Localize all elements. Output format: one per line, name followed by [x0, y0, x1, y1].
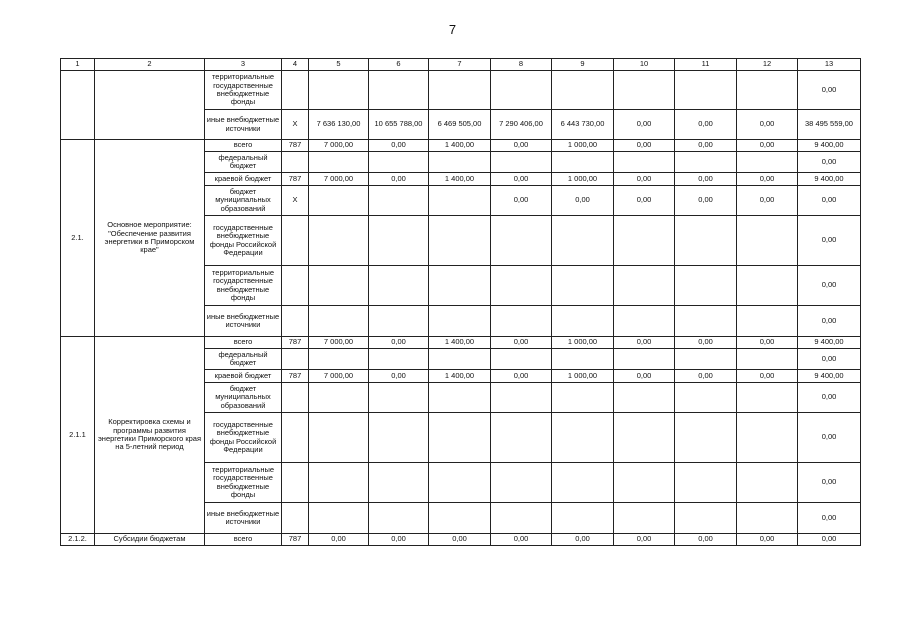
year-value-col-8: 0,00 [491, 534, 552, 546]
year-value-col-5 [309, 413, 369, 463]
year-value-col-11 [675, 349, 737, 370]
funding-source: территориальные государственные внебюджетные фонды [205, 71, 282, 110]
year-value-col-6 [369, 306, 429, 337]
year-value-col-10 [614, 383, 675, 413]
year-value-col-8 [491, 503, 552, 534]
year-value-col-6 [369, 463, 429, 503]
year-value-col-6 [369, 349, 429, 370]
year-value-col-9 [552, 503, 614, 534]
year-value-col-7 [429, 186, 491, 216]
year-value-col-5: 0,00 [309, 534, 369, 546]
year-value-col-9 [552, 306, 614, 337]
year-value-col-9: 1 000,00 [552, 370, 614, 383]
column-header-9: 9 [552, 59, 614, 71]
year-value-col-11: 0,00 [675, 140, 737, 152]
year-value-col-7 [429, 463, 491, 503]
total-value: 9 400,00 [798, 140, 861, 152]
year-value-col-10: 0,00 [614, 110, 675, 140]
table-row [61, 337, 861, 349]
grbs-code [282, 216, 309, 266]
year-value-col-7 [429, 503, 491, 534]
year-value-col-7: 1 400,00 [429, 370, 491, 383]
year-value-col-7 [429, 413, 491, 463]
grbs-code [282, 306, 309, 337]
year-value-col-12 [737, 306, 798, 337]
year-value-col-5: 7 636 130,00 [309, 110, 369, 140]
funding-source: государственные внебюджетные фонды Российской Федерации [205, 413, 282, 463]
year-value-col-8: 0,00 [491, 186, 552, 216]
item-name: Корректировка схемы и программы развития энергетики Приморского края на 5-летний период [95, 337, 205, 534]
funding-source: краевой бюджет [205, 370, 282, 383]
funding-source: государственные внебюджетные фонды Российской Федерации [205, 216, 282, 266]
total-value: 38 495 559,00 [798, 110, 861, 140]
page-number: 7 [448, 22, 457, 37]
grbs-code: X [282, 110, 309, 140]
year-value-col-10 [614, 216, 675, 266]
year-value-col-6 [369, 383, 429, 413]
year-value-col-7 [429, 383, 491, 413]
year-value-col-12: 0,00 [737, 110, 798, 140]
year-value-col-11: 0,00 [675, 337, 737, 349]
year-value-col-10 [614, 413, 675, 463]
year-value-col-7: 6 469 505,00 [429, 110, 491, 140]
grbs-code: 787 [282, 140, 309, 152]
year-value-col-7: 1 400,00 [429, 337, 491, 349]
funding-source: всего [205, 140, 282, 152]
item-code: 2.1.2. [61, 534, 95, 546]
year-value-col-8 [491, 463, 552, 503]
year-value-col-5: 7 000,00 [309, 140, 369, 152]
funding-source: бюджет муниципальных образований [205, 186, 282, 216]
year-value-col-6: 0,00 [369, 140, 429, 152]
year-value-col-6: 0,00 [369, 337, 429, 349]
year-value-col-7: 1 400,00 [429, 140, 491, 152]
year-value-col-12: 0,00 [737, 534, 798, 546]
year-value-col-10 [614, 503, 675, 534]
column-header-1: 1 [61, 59, 95, 71]
funding-source: иные внебюджетные источники [205, 503, 282, 534]
column-header-3: 3 [205, 59, 282, 71]
year-value-col-9 [552, 152, 614, 173]
column-header-7: 7 [429, 59, 491, 71]
item-name [95, 71, 205, 140]
year-value-col-12 [737, 383, 798, 413]
year-value-col-9: 0,00 [552, 186, 614, 216]
year-value-col-9: 0,00 [552, 534, 614, 546]
year-value-col-8 [491, 383, 552, 413]
year-value-col-12: 0,00 [737, 186, 798, 216]
year-value-col-8 [491, 266, 552, 306]
year-value-col-11 [675, 383, 737, 413]
year-value-col-11 [675, 216, 737, 266]
total-value: 0,00 [798, 186, 861, 216]
year-value-col-5 [309, 216, 369, 266]
year-value-col-6: 0,00 [369, 534, 429, 546]
year-value-col-8: 0,00 [491, 140, 552, 152]
year-value-col-9: 1 000,00 [552, 173, 614, 186]
column-header-11: 11 [675, 59, 737, 71]
year-value-col-6 [369, 152, 429, 173]
year-value-col-6: 0,00 [369, 173, 429, 186]
year-value-col-12 [737, 349, 798, 370]
grbs-code: 787 [282, 534, 309, 546]
year-value-col-9: 6 443 730,00 [552, 110, 614, 140]
year-value-col-5 [309, 186, 369, 216]
column-header-6: 6 [369, 59, 429, 71]
grbs-code [282, 463, 309, 503]
funding-source: всего [205, 337, 282, 349]
grbs-code [282, 152, 309, 173]
year-value-col-5 [309, 383, 369, 413]
year-value-col-5: 7 000,00 [309, 173, 369, 186]
total-value: 0,00 [798, 266, 861, 306]
year-value-col-5 [309, 71, 369, 110]
total-value: 9 400,00 [798, 337, 861, 349]
total-value: 0,00 [798, 349, 861, 370]
total-value: 0,00 [798, 413, 861, 463]
column-header-5: 5 [309, 59, 369, 71]
year-value-col-8 [491, 413, 552, 463]
year-value-col-11 [675, 152, 737, 173]
grbs-code: X [282, 186, 309, 216]
year-value-col-8 [491, 152, 552, 173]
year-value-col-9 [552, 463, 614, 503]
year-value-col-7: 0,00 [429, 534, 491, 546]
year-value-col-10 [614, 71, 675, 110]
table-row [61, 140, 861, 152]
year-value-col-8: 0,00 [491, 370, 552, 383]
year-value-col-12 [737, 152, 798, 173]
year-value-col-11 [675, 266, 737, 306]
grbs-code [282, 413, 309, 463]
column-header-4: 4 [282, 59, 309, 71]
column-header-12: 12 [737, 59, 798, 71]
year-value-col-6: 10 655 788,00 [369, 110, 429, 140]
year-value-col-7 [429, 349, 491, 370]
grbs-code [282, 71, 309, 110]
year-value-col-7 [429, 71, 491, 110]
year-value-col-7 [429, 152, 491, 173]
year-value-col-12 [737, 463, 798, 503]
year-value-col-10: 0,00 [614, 186, 675, 216]
grbs-code: 787 [282, 173, 309, 186]
table-row [61, 71, 861, 110]
total-value: 0,00 [798, 152, 861, 173]
year-value-col-9 [552, 266, 614, 306]
year-value-col-5 [309, 152, 369, 173]
year-value-col-5: 7 000,00 [309, 370, 369, 383]
year-value-col-6 [369, 266, 429, 306]
table-body [61, 71, 861, 546]
funding-source: территориальные государственные внебюджетные фонды [205, 463, 282, 503]
year-value-col-5 [309, 266, 369, 306]
year-value-col-5 [309, 306, 369, 337]
year-value-col-10 [614, 266, 675, 306]
funding-source: федеральный бюджет [205, 152, 282, 173]
item-name: Основное мероприятие: "Обеспечение развития энергетики в Приморском крае" [95, 140, 205, 337]
funding-source: территориальные государственные внебюджетные фонды [205, 266, 282, 306]
grbs-code [282, 503, 309, 534]
year-value-col-12: 0,00 [737, 140, 798, 152]
year-value-col-11: 0,00 [675, 534, 737, 546]
year-value-col-5 [309, 349, 369, 370]
grbs-code: 787 [282, 370, 309, 383]
total-value: 0,00 [798, 71, 861, 110]
year-value-col-11 [675, 463, 737, 503]
year-value-col-7 [429, 266, 491, 306]
budget-table [60, 58, 861, 546]
year-value-col-8: 0,00 [491, 337, 552, 349]
year-value-col-11 [675, 503, 737, 534]
year-value-col-12: 0,00 [737, 173, 798, 186]
total-value: 0,00 [798, 216, 861, 266]
year-value-col-12 [737, 266, 798, 306]
funding-source: бюджет муниципальных образований [205, 383, 282, 413]
year-value-col-10 [614, 463, 675, 503]
year-value-col-12: 0,00 [737, 370, 798, 383]
grbs-code: 787 [282, 337, 309, 349]
year-value-col-6 [369, 413, 429, 463]
year-value-col-6 [369, 186, 429, 216]
item-code: 2.1.1 [61, 337, 95, 534]
year-value-col-10 [614, 152, 675, 173]
year-value-col-8 [491, 306, 552, 337]
year-value-col-12 [737, 71, 798, 110]
year-value-col-8: 0,00 [491, 173, 552, 186]
total-value: 9 400,00 [798, 173, 861, 186]
column-header-13: 13 [798, 59, 861, 71]
year-value-col-8: 7 290 406,00 [491, 110, 552, 140]
total-value: 0,00 [798, 463, 861, 503]
header-row [61, 59, 861, 71]
grbs-code [282, 349, 309, 370]
year-value-col-11: 0,00 [675, 110, 737, 140]
year-value-col-7: 1 400,00 [429, 173, 491, 186]
column-header-8: 8 [491, 59, 552, 71]
column-header-10: 10 [614, 59, 675, 71]
year-value-col-11: 0,00 [675, 370, 737, 383]
year-value-col-12 [737, 216, 798, 266]
year-value-col-9 [552, 383, 614, 413]
funding-source: иные внебюджетные источники [205, 110, 282, 140]
year-value-col-8 [491, 349, 552, 370]
year-value-col-9 [552, 413, 614, 463]
total-value: 0,00 [798, 503, 861, 534]
year-value-col-9: 1 000,00 [552, 140, 614, 152]
year-value-col-5 [309, 503, 369, 534]
funding-source: иные внебюджетные источники [205, 306, 282, 337]
year-value-col-10: 0,00 [614, 337, 675, 349]
year-value-col-11: 0,00 [675, 186, 737, 216]
grbs-code [282, 266, 309, 306]
year-value-col-12 [737, 413, 798, 463]
year-value-col-11 [675, 413, 737, 463]
total-value: 0,00 [798, 383, 861, 413]
item-name: Субсидии бюджетам [95, 534, 205, 546]
year-value-col-5 [309, 463, 369, 503]
funding-source: федеральный бюджет [205, 349, 282, 370]
year-value-col-6 [369, 71, 429, 110]
year-value-col-10 [614, 349, 675, 370]
year-value-col-6 [369, 216, 429, 266]
year-value-col-12: 0,00 [737, 337, 798, 349]
year-value-col-11: 0,00 [675, 173, 737, 186]
grbs-code [282, 383, 309, 413]
column-header-2: 2 [95, 59, 205, 71]
item-code: 2.1. [61, 140, 95, 337]
year-value-col-10: 0,00 [614, 140, 675, 152]
year-value-col-9 [552, 71, 614, 110]
year-value-col-10: 0,00 [614, 534, 675, 546]
year-value-col-5: 7 000,00 [309, 337, 369, 349]
year-value-col-10: 0,00 [614, 173, 675, 186]
total-value: 0,00 [798, 306, 861, 337]
item-code [61, 71, 95, 140]
year-value-col-11 [675, 71, 737, 110]
table-row [61, 534, 861, 546]
year-value-col-9 [552, 216, 614, 266]
year-value-col-7 [429, 306, 491, 337]
total-value: 9 400,00 [798, 370, 861, 383]
funding-source: краевой бюджет [205, 173, 282, 186]
year-value-col-8 [491, 71, 552, 110]
year-value-col-9: 1 000,00 [552, 337, 614, 349]
year-value-col-7 [429, 216, 491, 266]
year-value-col-9 [552, 349, 614, 370]
year-value-col-12 [737, 503, 798, 534]
total-value: 0,00 [798, 534, 861, 546]
year-value-col-10: 0,00 [614, 370, 675, 383]
year-value-col-11 [675, 306, 737, 337]
year-value-col-6 [369, 503, 429, 534]
funding-source: всего [205, 534, 282, 546]
year-value-col-8 [491, 216, 552, 266]
year-value-col-6: 0,00 [369, 370, 429, 383]
year-value-col-10 [614, 306, 675, 337]
